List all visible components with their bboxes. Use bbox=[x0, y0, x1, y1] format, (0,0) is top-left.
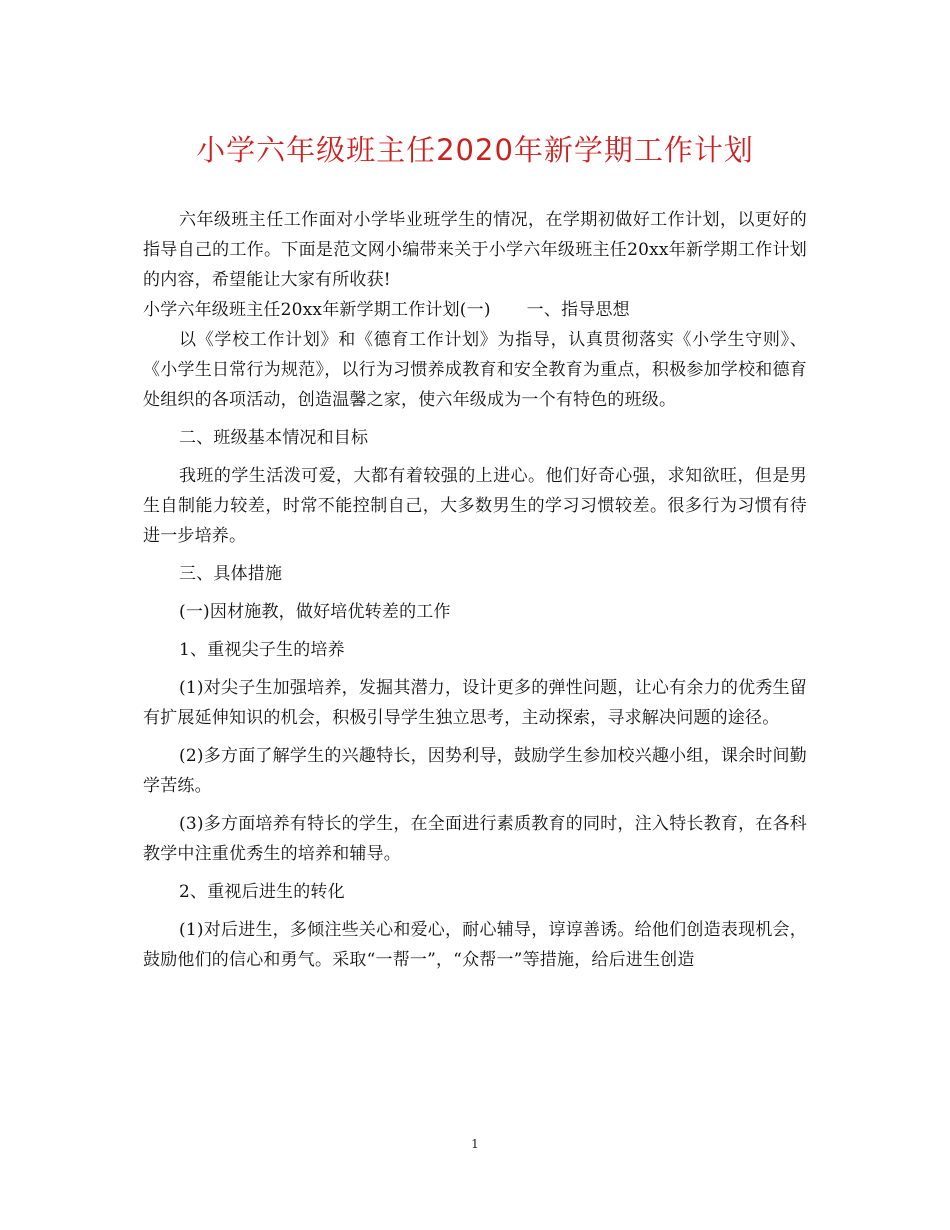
item1-paragraph-3: (3)多方面培养有特长的学生，在全面进行素质教育的同时，注入特长教育，在各科教学中注重优秀生的培养和辅导。 bbox=[143, 814, 807, 864]
document-body bbox=[143, 205, 807, 975]
page-number: 1 bbox=[471, 1137, 479, 1151]
section1-heading: 一、指导思想 bbox=[526, 300, 630, 320]
section1-paragraph: 以《学校工作计划》和《德育工作计划》为指导，认真贯彻落实《小学生守则》、《小学生日常行为规范》，以行为习惯养成教育和安全教育为重点，积极参加学校和德育处组织的各项活动，创造温馨之家，使六年级成为一个有特色的班级。 bbox=[143, 330, 807, 410]
plan-heading-line bbox=[143, 295, 807, 325]
subsection1-heading: (一)因材施教，做好培优转差的工作 bbox=[179, 602, 451, 622]
section3-heading: 三、具体措施 bbox=[179, 564, 283, 584]
item2-paragraph-1: (1)对后进生，多倾注些关心和爱心，耐心辅导，谆谆善诱。给他们创造表现机会，鼓励他们的信心和勇气。采取“一帮一”，“众帮一”等措施，给后进生创造 bbox=[143, 920, 807, 970]
item2-heading: 2、重视后进生的转化 bbox=[179, 882, 345, 902]
section2-heading: 二、班级基本情况和目标 bbox=[179, 428, 369, 448]
document-title: 小学六年级班主任2020年新学期工作计划 bbox=[196, 133, 754, 167]
item1-heading: 1、重视尖子生的培养 bbox=[179, 640, 345, 660]
item1-paragraph-1: (1)对尖子生加强培养，发掘其潜力，设计更多的弹性问题，让心有余力的优秀生留有扩展延伸知识的机会，积极引导学生独立思考，主动探索，寻求解决问题的途径。 bbox=[143, 678, 807, 728]
item1-paragraph-2: (2)多方面了解学生的兴趣特长，因势利导，鼓励学生参加校兴趣小组，课余时间勤学苦练。 bbox=[143, 746, 807, 796]
plan-heading: 小学六年级班主任20xx年新学期工作计划(一) bbox=[143, 300, 491, 320]
section2-paragraph: 我班的学生活泼可爱，大都有着较强的上进心。他们好奇心强，求知欲旺，但是男生自制能力较差，时常不能控制自己，大多数男生的学习习惯较差。很多行为习惯有待进一步培养。 bbox=[143, 466, 807, 546]
intro-paragraph: 六年级班主任工作面对小学毕业班学生的情况，在学期初做好工作计划，以更好的指导自己的工作。下面是范文网小编带来关于小学六年级班主任20xx年新学期工作计划的内容，希望能让大家有所收获! bbox=[143, 210, 807, 290]
